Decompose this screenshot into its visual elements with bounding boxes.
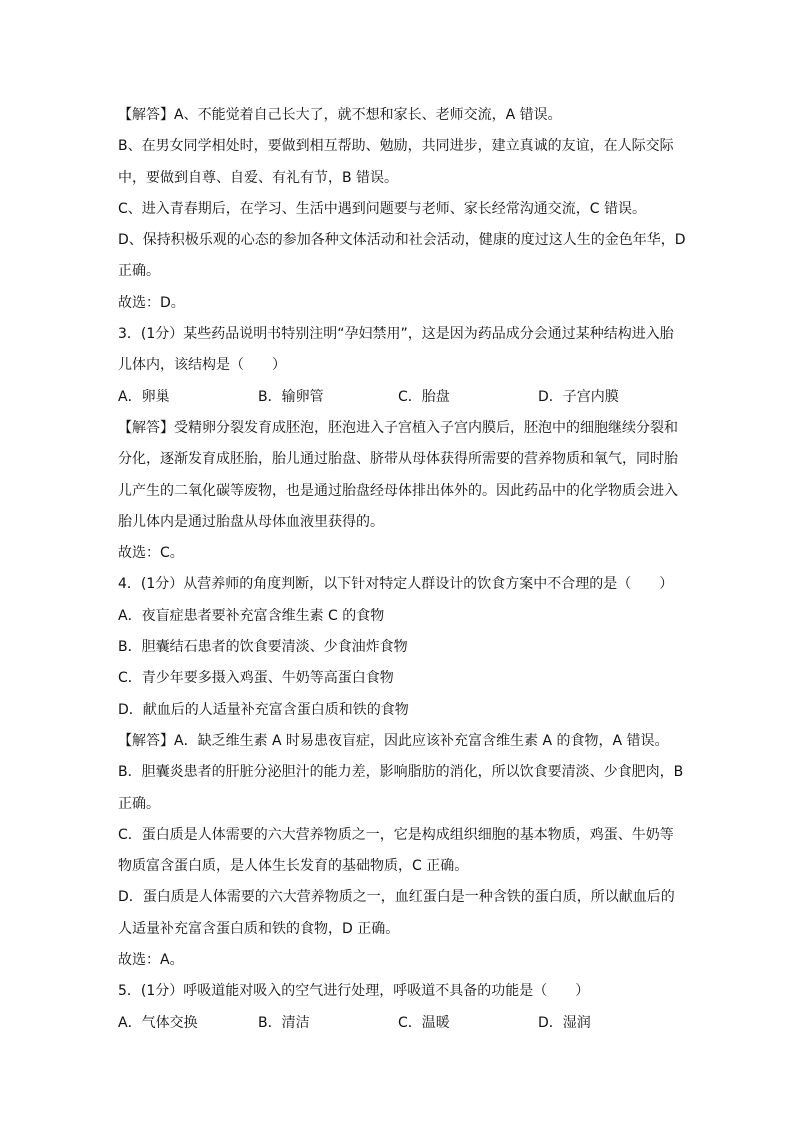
q3-answer-line: 胎儿体内是通过胎盘从母体血液里获得的。 [118, 513, 384, 530]
q3-option-b: B．输卵管 [258, 388, 324, 405]
q4-answer-line: 人适量补充富含蛋白质和铁的食物，D 正确。 [118, 920, 400, 937]
question-3 [118, 319, 688, 569]
q5-option-b: B．清洁 [258, 1014, 310, 1031]
q4-answer-line: D．蛋白质是人体需要的六大营养物质之一，血红蛋白是一种含铁的蛋白质，所以献血后的 [118, 889, 675, 906]
q4-stem-line: 4．(1分）从营养师的角度判断，以下针对特定人群设计的饮食方案中不合理的是（ ） [118, 576, 674, 593]
q4-answer-line: C．蛋白质是人体需要的六大营养物质之一，它是构成组织细胞的基本物质，鸡蛋、牛奶等 [118, 826, 674, 843]
q3-options [118, 382, 688, 413]
q2-answer-line: D、保持积极乐观的心态的参加各种文体活动和社会活动，健康的度过这人生的金色年华，D [118, 232, 686, 249]
q2-answer-line: 中，要做到自尊、自爱、有礼有节，B 错误。 [118, 169, 399, 186]
q2-answer-line: 正确。 [118, 263, 160, 280]
q4-answer-line: B．胆囊炎患者的肝脏分泌胆汁的能力差，影响脂肪的消化，所以饮食要清淡、少食肥肉，B [118, 764, 684, 781]
q3-option-c: C．胎盘 [398, 388, 450, 405]
q3-choice: 故选：C。 [118, 545, 184, 562]
q4-option-b: B．胆囊结石患者的饮食要清淡、少食油炸食物 [118, 639, 408, 656]
q4-answer-line: 正确。 [118, 795, 160, 812]
q3-answer-line: 分化，逐渐发育成胚胎，胎儿通过胎盘、脐带从母体获得所需要的营养物质和氧气，同时胎 [118, 451, 678, 468]
q5-option-d: D．湿润 [538, 1014, 591, 1031]
q5-option-a: A．气体交换 [118, 1014, 198, 1031]
q3-option-d: D．子宫内膜 [538, 388, 619, 405]
q2-answer-line: 【解答】A、不能觉着自己长大了，就不想和家长、老师交流，A 错误。 [118, 107, 562, 123]
q3-option-a: A．卵巢 [118, 388, 170, 405]
q3-stem-line: 儿体内，该结构是（ ） [118, 357, 286, 374]
q4-answer-line: 【解答】A．缺乏维生素 A 时易患夜盲症，因此应该补充富含维生素 A 的食物，A 错误。 [118, 732, 669, 749]
q5-stem-line: 5．(1分）呼吸道能对吸入的空气进行处理，呼吸道不具备的功能是（ ） [118, 983, 590, 1000]
question-4 [118, 569, 688, 976]
q2-answer-line: C、进入青春期后，在学习、生活中遇到问题要与老师、家长经常沟通交流，C 错误。 [118, 200, 646, 217]
q5-option-c: C．温暖 [398, 1014, 450, 1031]
q3-answer-line: 【解答】受精卵分裂发育成胚泡，胚泡进入子宫植入子宫内膜后，胚泡中的细胞继续分裂和 [118, 419, 678, 436]
exam-answer-page [118, 100, 688, 1039]
question-5 [118, 976, 688, 1039]
q2-choice: 故选：D。 [118, 294, 185, 311]
q4-answer-line: 物质富含蛋白质，是人体生长发育的基础物质，C 正确。 [118, 858, 469, 875]
q3-stem-line: 3．(1分）某些药品说明书特别注明“孕妇禁用”，这是因为药品成分会通过某种结构进入胎 [118, 326, 674, 343]
q4-option-d: D．献血后的人适量补充富含蛋白质和铁的食物 [118, 701, 409, 718]
q5-options [118, 1008, 688, 1039]
q2-answer [118, 100, 688, 319]
q4-option-c: C．青少年要多摄入鸡蛋、牛奶等高蛋白食物 [118, 670, 394, 687]
q4-option-a: A．夜盲症患者要补充富含维生素 C 的食物 [118, 607, 385, 624]
q2-answer-line: B、在男女同学相处时，要做到相互帮助、勉励，共同进步，建立真诚的友谊，在人际交际 [118, 138, 674, 155]
q4-choice: 故选：A。 [118, 952, 184, 969]
q3-answer-line: 儿产生的二氧化碳等废物，也是通过胎盘经母体排出体外的。因此药品中的化学物质会进入 [118, 482, 678, 499]
